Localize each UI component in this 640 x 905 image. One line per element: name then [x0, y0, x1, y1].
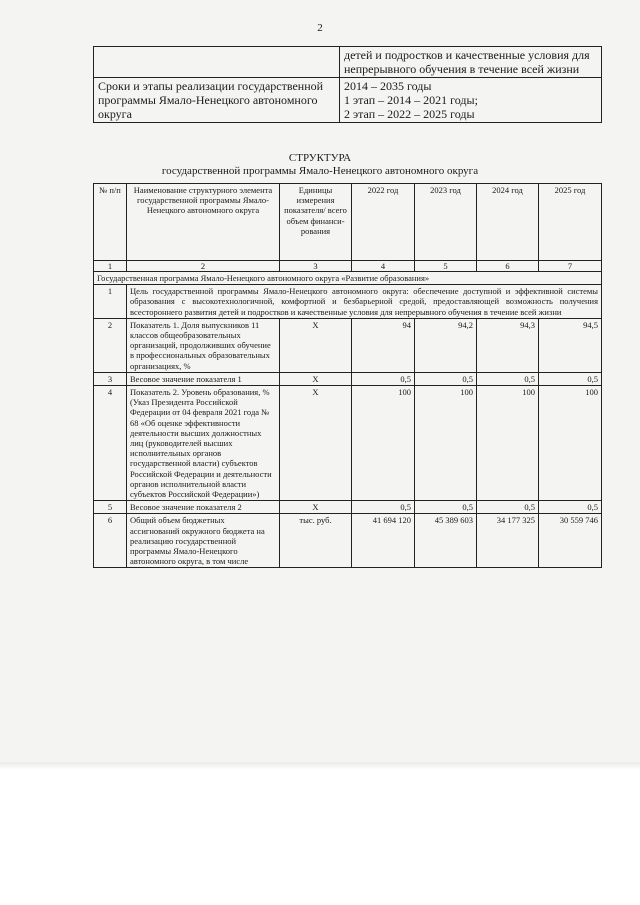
- row-value-2025: 100: [539, 386, 602, 501]
- passport-cell-terms-label: Сроки и этапы реализации государственной программы Ямало-Ненецкого автономного округа: [94, 78, 340, 123]
- page-number: 2: [317, 22, 323, 34]
- header-2024: 2024 год: [477, 184, 539, 261]
- column-number: 1: [94, 261, 127, 272]
- row-name: Показатель 2. Уровень образования, % (Указ Президента Российской Федерации от 04 февраля 2021 года № 68 «Об оценке эффективности деятельности высших должностных лиц (руководителей высших исполнительных органов государственной власти) субъектов Российской Федерации и деятельности органов исполнительной власти субъектов Российской Федерации»): [127, 386, 280, 501]
- table-header-row: [94, 184, 602, 261]
- row-value-2025: 30 559 746: [539, 514, 602, 568]
- row-num: 4: [94, 386, 127, 501]
- table-row: [94, 514, 602, 568]
- row-value-2023: 100: [415, 386, 477, 501]
- goal-row: [94, 285, 602, 319]
- row-name: Весовое значение показателя 1: [127, 372, 280, 385]
- row-unit: Х: [280, 501, 352, 514]
- row-num: 1: [94, 285, 127, 319]
- row-value-2025: 94,5: [539, 318, 602, 372]
- header-unit: Единицы измерения показателя/ всего объем финанси-рования: [280, 184, 352, 261]
- passport-row-terms: [94, 78, 602, 123]
- table-row: [94, 501, 602, 514]
- header-2022: 2022 год: [352, 184, 415, 261]
- row-value-2025: 0,5: [539, 372, 602, 385]
- row-value-2025: 0,5: [539, 501, 602, 514]
- row-name: Общий объем бюджетных ассигнований окружного бюджета на реализацию государственной программы Ямало-Ненецкого автономного округа, в том числе: [127, 514, 280, 568]
- terms-line: 2 этап – 2022 – 2025 годы: [344, 107, 475, 121]
- row-value-2022: 0,5: [352, 372, 415, 385]
- row-value-2023: 94,2: [415, 318, 477, 372]
- row-value-2023: 0,5: [415, 501, 477, 514]
- row-num: 5: [94, 501, 127, 514]
- table-row: [94, 372, 602, 385]
- row-value-2022: 41 694 120: [352, 514, 415, 568]
- passport-table-fragment: [93, 46, 602, 123]
- terms-line: 1 этап – 2014 – 2021 годы;: [344, 93, 478, 107]
- header-name: Наименование структурного элемента государственной программы Ямало-Ненецкого автономного округа: [127, 184, 280, 261]
- header-2025: 2025 год: [539, 184, 602, 261]
- column-number: 2: [127, 261, 280, 272]
- structure-heading: [0, 152, 640, 178]
- terms-line: 2014 – 2035 годы: [344, 79, 432, 93]
- passport-cell-terms-value: [340, 78, 602, 123]
- column-number: 4: [352, 261, 415, 272]
- structure-table: [93, 183, 602, 568]
- program-row: [94, 272, 602, 285]
- row-unit: Х: [280, 318, 352, 372]
- passport-cell-empty: [94, 47, 340, 78]
- row-value-2023: 45 389 603: [415, 514, 477, 568]
- column-number-row: [94, 261, 602, 272]
- row-value-2023: 0,5: [415, 372, 477, 385]
- row-value-2024: 100: [477, 386, 539, 501]
- row-value-2022: 0,5: [352, 501, 415, 514]
- goal-text: Цель государственной программы Ямало-Ненецкого автономного округа: обеспечение доступной и эффективной системы образования с высокотехнологичной, комфортной и безбарьерной средой, предоставляющей возможность получения всестороннего развития детей и подростков и качественные условия для непрерывного обучения в течение всей жизни: [127, 285, 602, 319]
- column-number: 5: [415, 261, 477, 272]
- row-value-2024: 0,5: [477, 372, 539, 385]
- column-number: 3: [280, 261, 352, 272]
- passport-row-continuation: [94, 47, 602, 78]
- row-value-2024: 34 177 325: [477, 514, 539, 568]
- row-name: Показатель 1. Доля выпускников 11 классов общеобразовательных организаций, продолживших обучение в профессиональных образовательных организациях, %: [127, 318, 280, 372]
- program-title: Государственная программа Ямало-Ненецкого автономного округа «Развитие образования»: [94, 272, 602, 285]
- row-value-2024: 94,3: [477, 318, 539, 372]
- row-unit: Х: [280, 372, 352, 385]
- table-row: [94, 386, 602, 501]
- row-unit: Х: [280, 386, 352, 501]
- column-number: 6: [477, 261, 539, 272]
- header-2023: 2023 год: [415, 184, 477, 261]
- structure-title: СТРУКТУРА: [288, 152, 352, 164]
- row-name: Весовое значение показателя 2: [127, 501, 280, 514]
- row-num: 2: [94, 318, 127, 372]
- row-unit: тыс. руб.: [280, 514, 352, 568]
- row-num: 3: [94, 372, 127, 385]
- scan-edge: [0, 762, 640, 770]
- header-num: № п/п: [94, 184, 127, 261]
- table-row: [94, 318, 602, 372]
- row-value-2024: 0,5: [477, 501, 539, 514]
- passport-cell-goal-continuation: детей и подростков и качественные условия для непрерывного обучения в течение всей жизни: [340, 47, 602, 78]
- row-value-2022: 94: [352, 318, 415, 372]
- row-num: 6: [94, 514, 127, 568]
- row-value-2022: 100: [352, 386, 415, 501]
- column-number: 7: [539, 261, 602, 272]
- structure-subtitle: государственной программы Ямало-Ненецкого автономного округа: [161, 165, 479, 177]
